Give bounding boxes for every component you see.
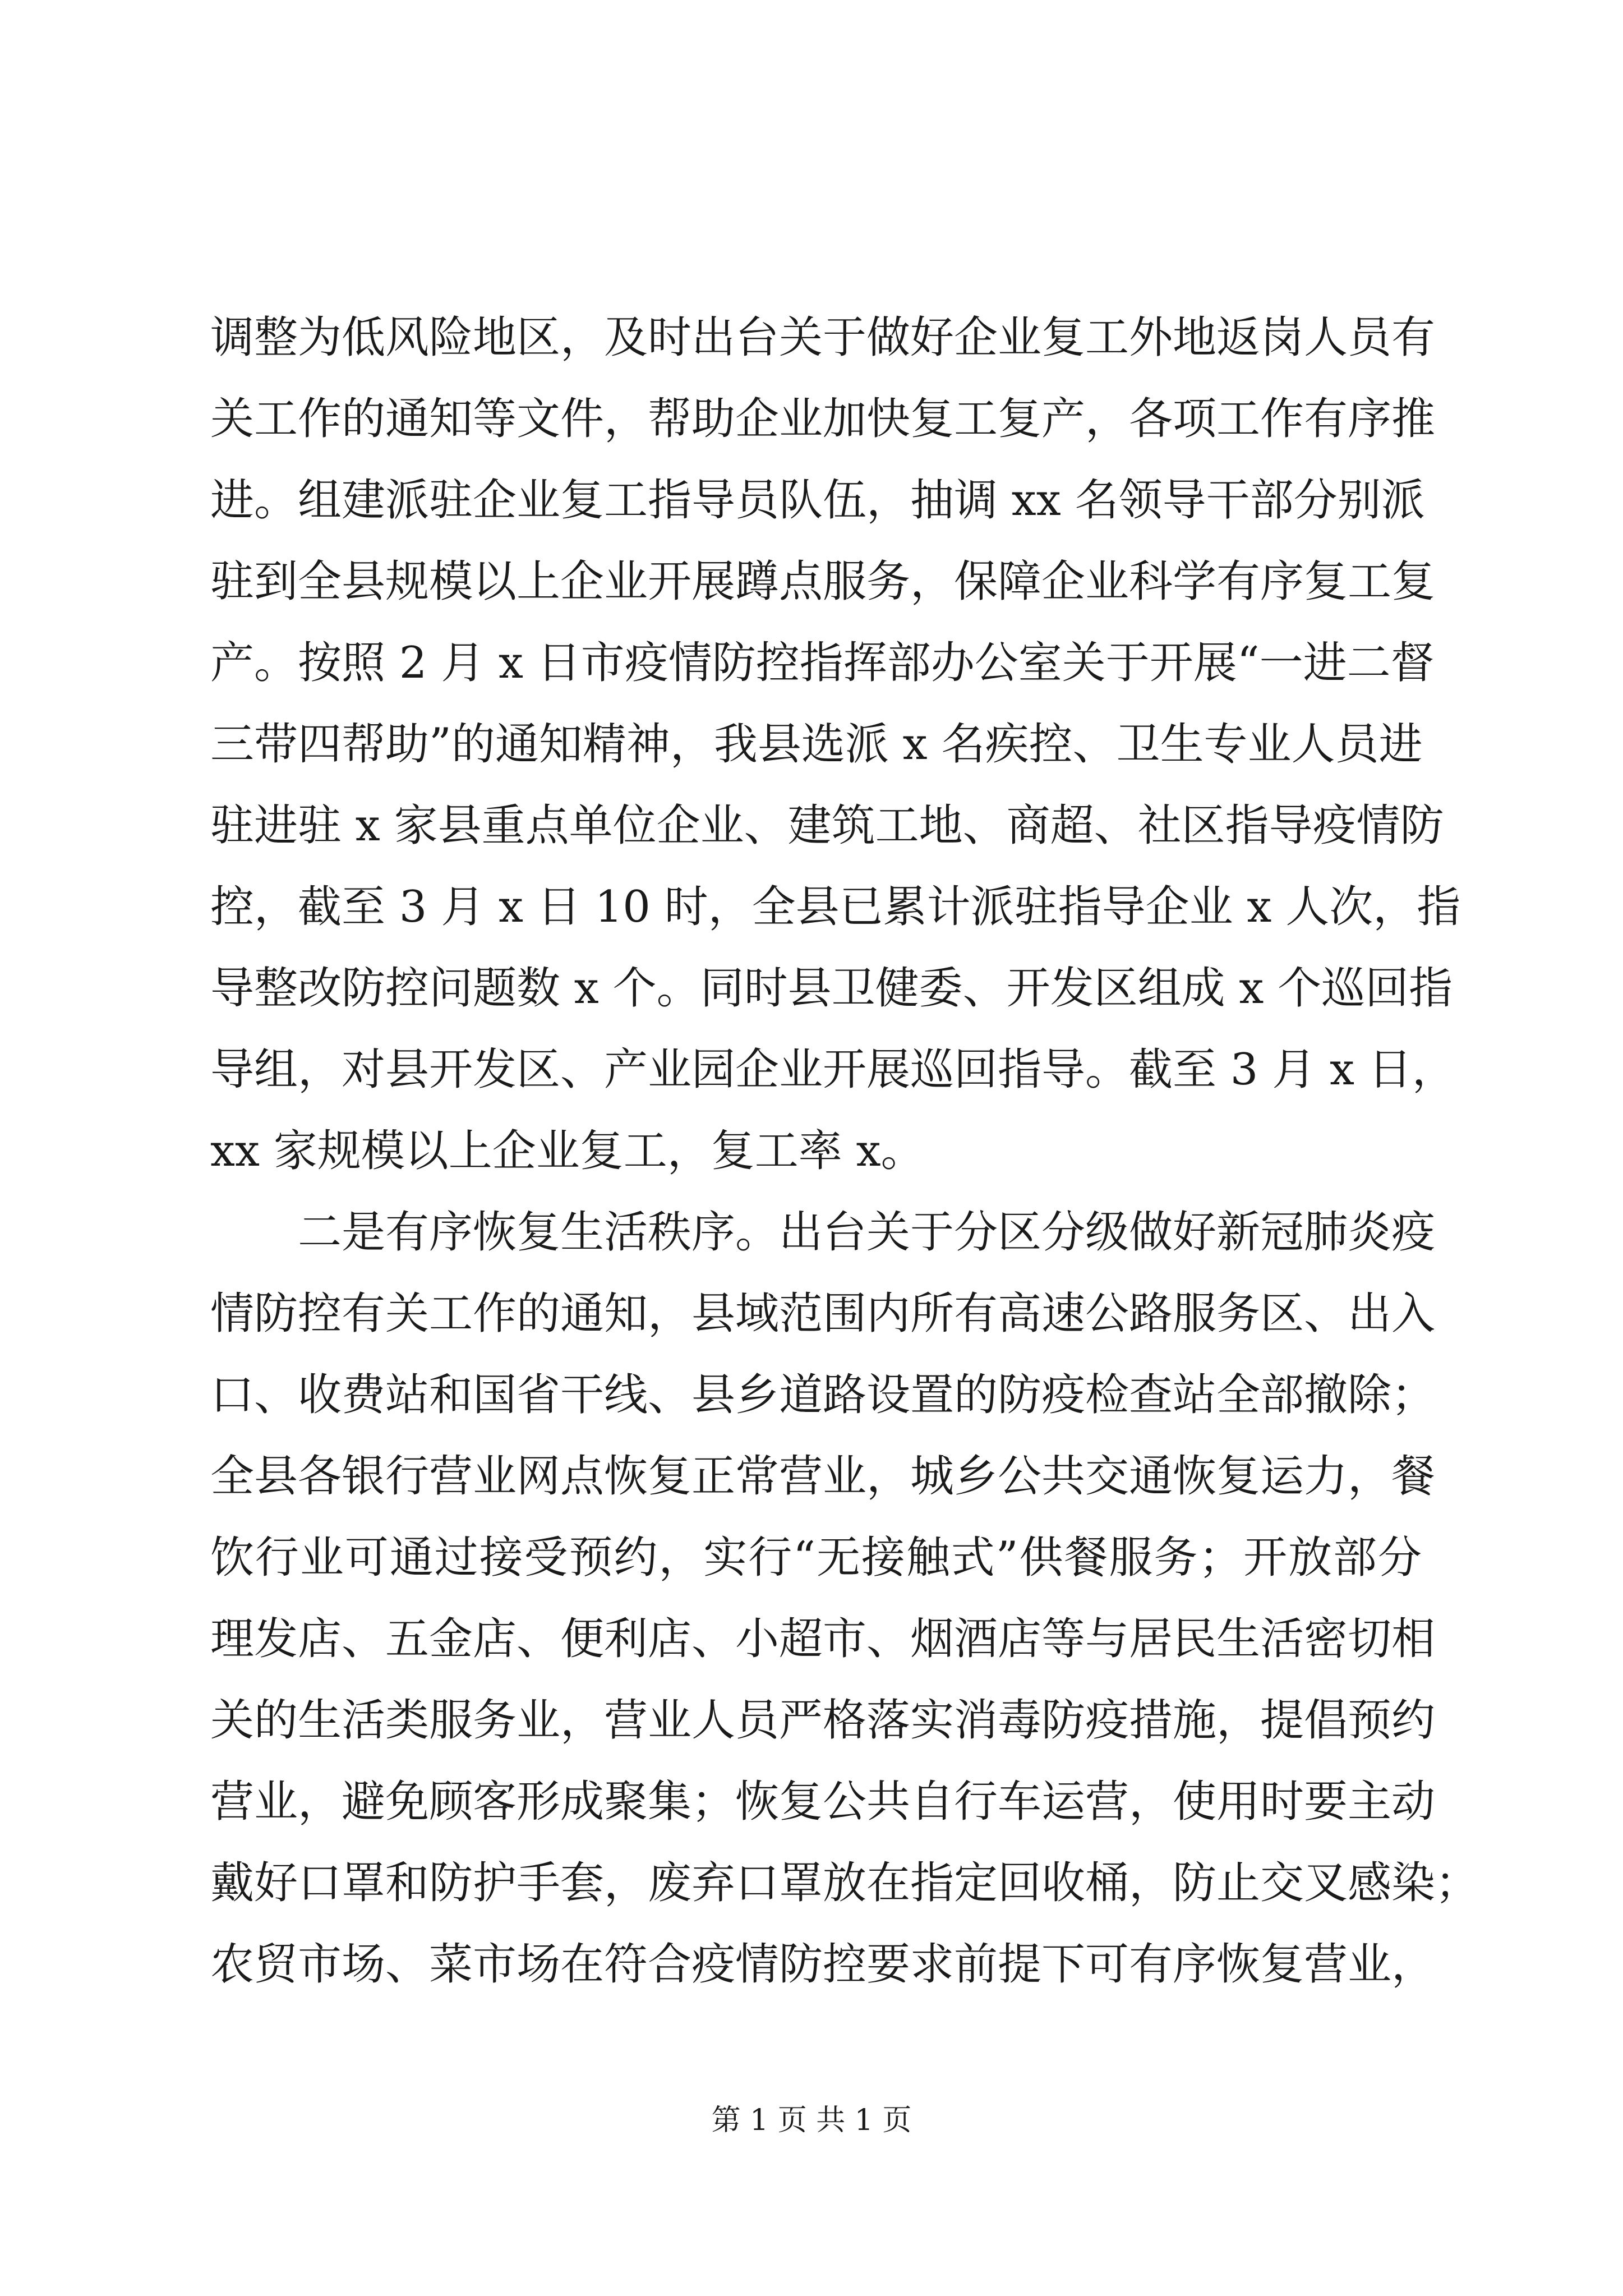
text-line: 产。按照 2 月 x 日市疫情防控指挥部办公室关于开展“一进二督: [210, 638, 1435, 688]
text-line: 调整为低风险地区，及时出台关于做好企业复工外地返岗人员有: [210, 312, 1436, 363]
text-line: 饮行业可通过接受预约，实行“无接触式”供餐服务；开放部分: [210, 1533, 1422, 1583]
document-body: [210, 297, 1479, 2005]
text-line: 驻进驻 x 家县重点单位企业、建筑工地、商超、社区指导疫情防: [210, 800, 1444, 851]
text-line: 进。组建派驻企业复工指导员队伍，抽调 xx 名领导干部分别派: [210, 475, 1425, 526]
text-line: 导整改防控问题数 x 个。同时县卫健委、开发区组成 x 个巡回指: [210, 963, 1453, 1014]
text-line: 戴好口罩和防护手套，废弃口罩放在指定回收桶，防止交叉感染；: [210, 1858, 1479, 1908]
text-line: 关的生活类服务业，营业人员严格落实消毒防疫措施，提倡预约: [210, 1695, 1436, 1746]
page-number-label: 第 1 页 共 1 页: [711, 2104, 912, 2137]
text-line: 导组，对县开发区、产业园企业开展巡回指导。截至 3 月 x 日，: [210, 1045, 1456, 1095]
paragraph-1: [210, 297, 1461, 1192]
text-line: 全县各银行营业网点恢复正常营业，城乡公共交通恢复运力，餐: [210, 1451, 1436, 1502]
text-line: 驻到全县规模以上企业开展蹲点服务，保障企业科学有序复工复: [210, 556, 1436, 607]
page-footer: [0, 2101, 1623, 2140]
text-line: 营业，避免顾客形成聚集；恢复公共自行车运营，使用时要主动: [210, 1777, 1436, 1827]
text-line: 情防控有关工作的通知，县域范围内所有高速公路服务区、出入: [210, 1289, 1436, 1339]
text-line: 三带四帮助”的通知精神，我县选派 x 名疾控、卫生专业人员进: [210, 719, 1423, 770]
text-line: 农贸市场、菜市场在符合疫情防控要求前提下可有序恢复营业，: [210, 1939, 1436, 1990]
text-line: 控，截至 3 月 x 日 10 时，全县已累计派驻指导企业 x 人次，指: [210, 882, 1461, 932]
text-line: 口、收费站和国省干线、县乡道路设置的防疫检查站全部撤除；: [210, 1370, 1436, 1420]
text-line: 理发店、五金店、便利店、小超市、烟酒店等与居民生活密切相: [210, 1614, 1436, 1664]
text-line: xx 家规模以上企业复工，复工率 x。: [210, 1126, 925, 1176]
text-line: 关工作的通知等文件，帮助企业加快复工复产，各项工作有序推: [210, 394, 1436, 444]
paragraph-2: [210, 1192, 1479, 2005]
text-line: 二是有序恢复生活秩序。出台关于分区分级做好新冠肺炎疫: [298, 1207, 1436, 1258]
